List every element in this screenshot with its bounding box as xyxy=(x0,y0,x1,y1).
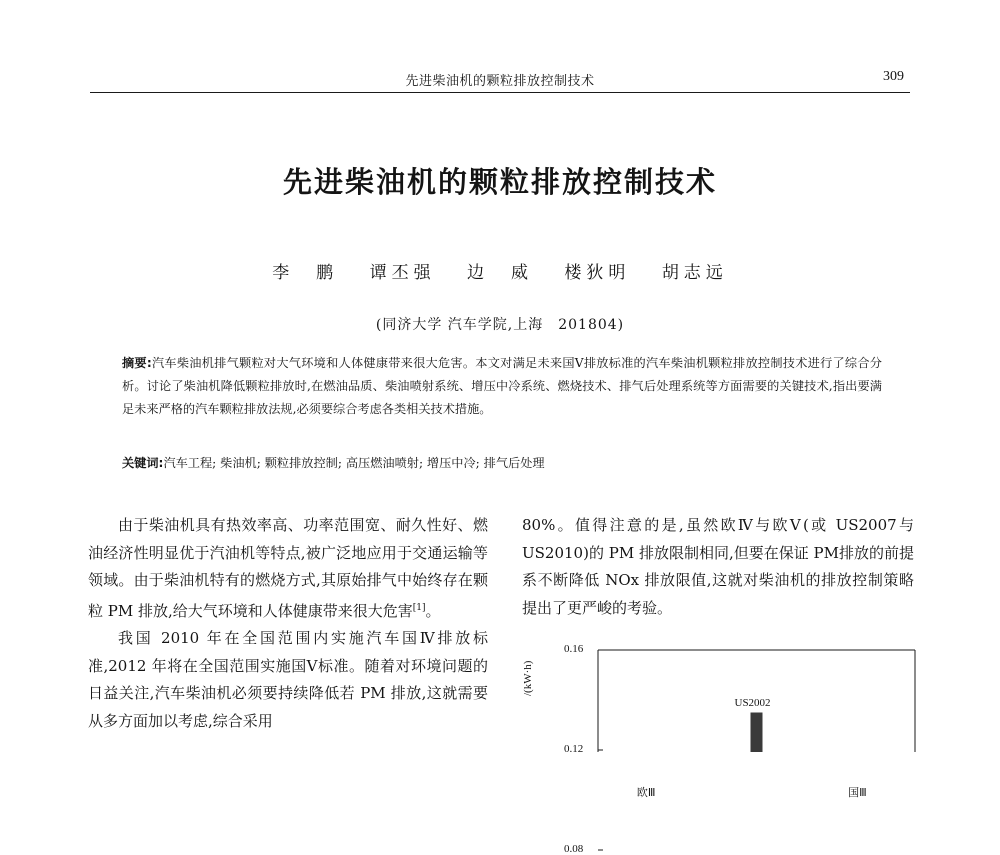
author-2: 谭丕强 xyxy=(369,263,436,283)
abstract xyxy=(122,352,882,421)
y-tick-label: 0.12 xyxy=(564,743,584,755)
author-1: 李 鹏 xyxy=(272,263,339,283)
y-tick-label: 0.16 xyxy=(564,643,584,655)
paragraph: 80%。值得注意的是,虽然欧Ⅳ与欧Ⅴ(或 US2007与 US2010)的 PM 排放限制相同,但要在保证 PM排放的前提系不断降低 NOx 排放限值,这就对柴油机的排放控制策略提出了更严峻的考验。 xyxy=(522,516,914,617)
paragraph: 我国 2010 年在全国范围内实施汽车国Ⅳ排放标准,2012 年将在全国范围实施国Ⅴ标准。随着对环境问题的日益关注,汽车柴油机必须要持续降低若 PM 排放,这就需要从多方面加以考虑,综合采用 xyxy=(88,629,488,730)
citation-ref: [1] xyxy=(412,602,426,613)
paragraph-end: 。 xyxy=(425,601,441,620)
author-5: 胡志远 xyxy=(661,263,728,283)
author-list xyxy=(0,258,1000,283)
affiliation: (同济大学 汽车学院,上海 201804) xyxy=(375,317,625,333)
keywords-text: 汽车工程; 柴油机; 颗粒排放控制; 高压燃油喷射; 增压中冷; 排气后处理 xyxy=(163,456,545,470)
keywords xyxy=(122,452,882,475)
page-number: 309 xyxy=(883,69,904,84)
pm-limit-chart xyxy=(520,640,920,855)
keywords-label: 关键词: xyxy=(122,456,164,470)
y-tick-label: 0.08 xyxy=(564,843,584,855)
paragraph xyxy=(88,512,488,625)
bar-label: US2002 xyxy=(734,696,771,709)
author-4: 楼狄明 xyxy=(564,263,631,283)
abstract-text: 汽车柴油机排气颗粒对大气环境和人体健康带来很大危害。本文对满足未来国Ⅴ排放标准的汽车柴油机颗粒排放控制技术进行了综合分析。讨论了柴油机降低颗粒排放时,在燃油品质、柴油喷射系统、增压中冷系统、燃烧技术、排气后处理系统等方面需要的关键技术,指出要满足未来严格的汽车颗粒排放法规,必须要综合考虑各类相关技术措施。 xyxy=(122,356,882,416)
left-column xyxy=(88,512,488,735)
running-title: 先进柴油机的颗粒排放控制技术 xyxy=(405,74,595,89)
bar-label: 国Ⅲ xyxy=(848,787,867,799)
author-3: 边 威 xyxy=(467,263,533,283)
abstract-label: 摘要: xyxy=(122,356,152,370)
chart-canvas xyxy=(520,640,920,752)
article-title: 先进柴油机的颗粒排放控制技术 xyxy=(282,165,717,199)
running-header xyxy=(90,64,910,93)
paragraph-text: 由于柴油机具有热效率高、功率范围宽、耐久性好、燃油经济性明显优于汽油机等特点,被广泛地应用于交通运输等领域。由于柴油机特有的燃烧方式,其原始排气中始终存在颗粒 PM 排放,给大气环境和人体健康带来很大危害 xyxy=(88,516,488,620)
y-axis-label: /(kW·h) xyxy=(522,660,534,696)
bar-1 xyxy=(751,713,763,753)
bar-label: 欧Ⅲ xyxy=(636,787,656,799)
right-column xyxy=(522,512,914,622)
